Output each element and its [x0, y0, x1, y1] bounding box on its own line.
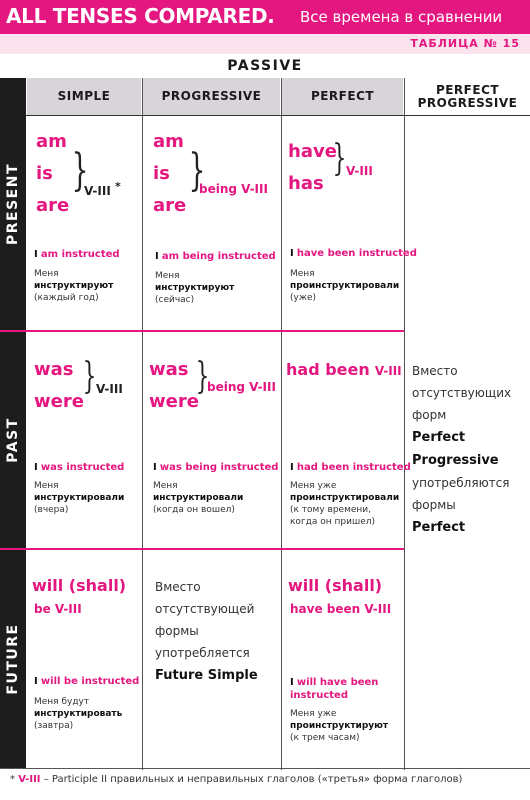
footnote	[10, 774, 462, 785]
translation-verb: инструктировали	[153, 493, 244, 503]
formula-v3: V-III	[84, 184, 111, 198]
grid-line	[142, 78, 143, 770]
example-subject: I	[290, 677, 294, 688]
translation-line: Меня уже	[290, 481, 337, 491]
note-perfect: Perfect	[412, 430, 466, 445]
example-subject: I	[155, 251, 159, 262]
cell-present-perfect	[284, 120, 417, 328]
column-header-perfect: PERFECT	[282, 78, 403, 115]
example-phrase-cont: instructed	[290, 690, 348, 701]
translation-line: Меня	[34, 481, 59, 491]
table-label-bar	[0, 34, 530, 54]
example-subject: I	[34, 462, 38, 473]
note-line: формы	[155, 624, 199, 638]
example-subject: I	[290, 462, 294, 473]
example-phrase: will be instructed	[40, 676, 140, 687]
footnote-text: – Participle II правильных и неправильных глаголов («третья» форма глаголов)	[43, 774, 463, 785]
translation-note: (вчера)	[34, 505, 69, 515]
note-perfect: Perfect	[412, 520, 466, 535]
translation-note: (уже)	[290, 293, 316, 303]
translation-verb: проинструктировали	[290, 281, 400, 291]
page-subtitle: Все времена в сравнении	[300, 8, 503, 26]
formula-being-v3: being V-III	[207, 380, 276, 394]
table-number: ТАБЛИЦА № 15	[410, 37, 520, 50]
example-phrase: am being instructed	[161, 251, 276, 262]
translation-note: (сейчас)	[155, 295, 195, 305]
cell-future-simple	[30, 552, 140, 766]
example-subject: I	[290, 248, 294, 259]
row-divider	[0, 330, 404, 332]
brace-icon: }	[332, 138, 347, 179]
translation-note: когда он пришел)	[290, 517, 376, 527]
translation-verb: инструктировали	[34, 493, 125, 503]
header-bar	[0, 0, 530, 34]
translation-verb: инструктировать	[34, 709, 123, 719]
example-subject: I	[34, 249, 38, 260]
form-have: have	[288, 141, 337, 162]
form-am: am	[36, 131, 67, 152]
brace-icon: }	[71, 145, 89, 196]
form-had-been: had been	[286, 360, 370, 379]
asterisk: *	[114, 180, 121, 193]
row-label-future	[0, 550, 26, 768]
brace-icon: }	[82, 356, 97, 397]
form-will-shall: will (shall)	[32, 576, 127, 595]
form-were: were	[149, 391, 199, 412]
cell-past-progressive	[145, 334, 279, 546]
form-was: was	[34, 359, 74, 380]
translation-note: (каждый год)	[34, 293, 99, 303]
translation-note: (завтра)	[34, 721, 74, 731]
formula-v3: V-III	[374, 364, 402, 378]
translation-note: (к трем часам)	[290, 733, 360, 743]
column-header-perfect-progressive: PERFECT PROGRESSIVE	[405, 78, 530, 115]
translation-verb: проинструктировали	[290, 493, 400, 503]
cell-present-progressive	[145, 120, 279, 328]
note-line: отсутствующей	[155, 602, 255, 616]
translation-note: (к тому времени,	[290, 505, 372, 515]
translation-verb: инструктируют	[34, 281, 114, 291]
footnote-term: V-III	[18, 774, 41, 785]
translation-line: Меня уже	[290, 709, 337, 719]
form-will-shall: will (shall)	[288, 576, 383, 595]
formula-v3: V-III	[96, 382, 123, 396]
cell-future-perfect	[284, 552, 402, 766]
example-phrase: will have been	[296, 677, 379, 688]
note-line: отсутствующих	[412, 386, 512, 400]
footnote-asterisk: *	[10, 774, 15, 785]
brace-icon: }	[195, 356, 210, 397]
translation-line: Меня	[155, 271, 180, 281]
translation-verb: инструктируют	[155, 283, 235, 293]
cell-perfect-progressive	[406, 118, 530, 766]
page-title: ALL TENSES COMPARED.	[6, 4, 275, 28]
formula-have-been-v3: have been V-III	[290, 602, 392, 616]
form-are: are	[36, 195, 70, 216]
example-phrase: have been instructed	[296, 248, 417, 259]
header-divider	[0, 115, 530, 116]
section-title: PASSIVE	[227, 58, 303, 74]
note-future-simple: Future Simple	[155, 668, 258, 683]
example-phrase: am instructed	[40, 249, 120, 260]
translation-line: Меня	[153, 481, 178, 491]
note-line: употребляются	[412, 476, 510, 490]
note-line: форм	[412, 408, 447, 422]
note-line: формы	[412, 498, 456, 512]
row-label-future-text: FUTURE	[5, 623, 21, 695]
row-label-present	[0, 78, 26, 330]
translation-line: Меня	[290, 269, 315, 279]
translation-line: Меня будут	[34, 697, 90, 707]
form-is: is	[36, 163, 53, 184]
brace-icon: }	[188, 145, 206, 196]
translation-verb: проинструктируют	[290, 721, 389, 731]
example-phrase: had been instructed	[296, 462, 411, 473]
translation-line: Меня	[34, 269, 59, 279]
note-line: Вместо	[412, 364, 458, 378]
example-subject: I	[34, 676, 38, 687]
formula-be-v3: be V-III	[34, 602, 82, 616]
row-label-past-text: PAST	[5, 417, 21, 463]
column-header-simple: SIMPLE	[27, 78, 141, 115]
example-subject: I	[153, 462, 157, 473]
form-am: am	[153, 131, 184, 152]
formula-v3: V-III	[346, 164, 373, 178]
form-was: was	[149, 359, 189, 380]
note-progressive: Progressive	[412, 453, 499, 468]
note-line: Вместо	[155, 580, 201, 594]
row-label-present-text: PRESENT	[5, 162, 21, 246]
row-label-past	[0, 332, 26, 548]
column-header-progressive: PROGRESSIVE	[143, 78, 280, 115]
row-divider	[0, 548, 404, 550]
note-line: употребляется	[155, 646, 250, 660]
formula-being-v3: being V-III	[199, 182, 268, 196]
cell-future-progressive	[145, 552, 279, 766]
example-phrase: was instructed	[40, 462, 125, 473]
form-has: has	[288, 173, 324, 194]
cell-past-perfect	[284, 334, 411, 546]
form-is: is	[153, 163, 170, 184]
cell-present-simple	[30, 120, 140, 328]
translation-note: (когда он вошел)	[153, 505, 235, 515]
form-were: were	[34, 391, 84, 412]
grid-line	[404, 78, 405, 770]
example-phrase: was being instructed	[159, 462, 279, 473]
table-bottom-line	[0, 768, 530, 769]
form-are: are	[153, 195, 187, 216]
grid-line	[281, 78, 282, 770]
cell-past-simple	[30, 334, 140, 546]
